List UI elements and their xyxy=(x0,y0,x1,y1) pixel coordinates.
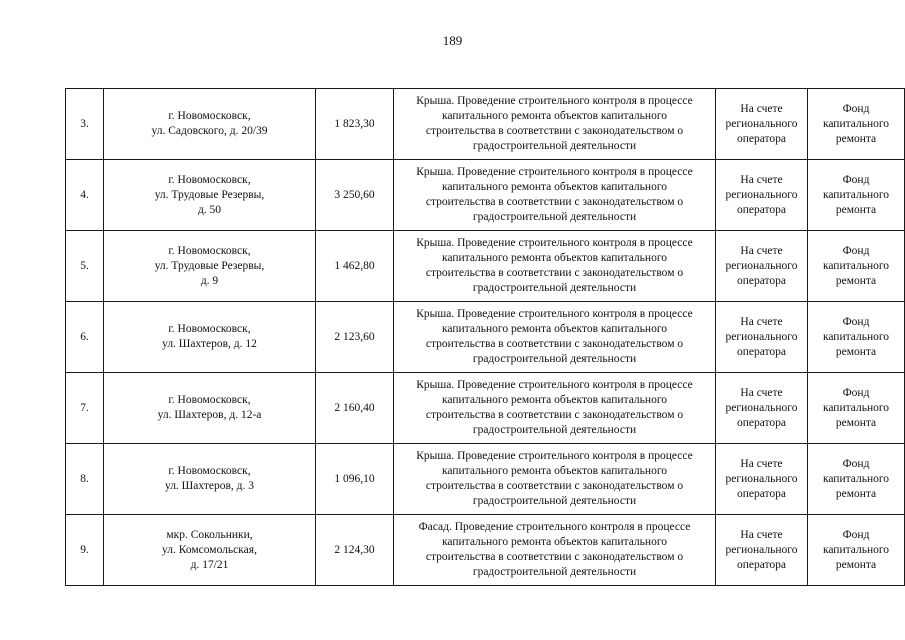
funding-source-line: ремонта xyxy=(835,416,877,429)
address-line: г. Новомосковск, xyxy=(168,394,251,406)
work-description-line: строительства в соответствии с законодательством о xyxy=(425,338,684,350)
address-line: г. Новомосковск, xyxy=(168,323,251,335)
funding-source-line: ремонта xyxy=(835,558,877,571)
address-line: д. 50 xyxy=(197,203,222,216)
executor-line: На счете xyxy=(740,315,783,328)
address-line: г. Новомосковск, xyxy=(168,244,251,257)
address-line: ул. Садовского, д. 20/39 xyxy=(151,125,268,137)
address-line: д. 9 xyxy=(200,274,219,287)
work-description-line: капитального ремонта объектов капитального xyxy=(441,323,667,335)
funding-source-line: Фонд xyxy=(842,244,870,257)
work-description-line: капитального ремонта объектов капитального xyxy=(441,465,667,477)
row-number-cell: 4. xyxy=(66,160,104,231)
work-description-line: строительства в соответствии с законодательством о xyxy=(425,480,684,492)
work-description-line: Крыша. Проведение строительного контроля в процессе xyxy=(416,95,693,107)
address-line: г. Новомосковск, xyxy=(168,110,251,122)
address-cell xyxy=(104,160,316,231)
work-description-line: Крыша. Проведение строительного контроля в процессе xyxy=(416,308,693,320)
funding-source-cell xyxy=(808,160,905,231)
work-description-cell xyxy=(394,160,716,231)
address-line: д. 17/21 xyxy=(190,558,229,571)
work-description-line: градостроительной деятельности xyxy=(472,211,637,223)
area-cell: 2 160,40 xyxy=(316,373,394,444)
page-number: 189 xyxy=(442,33,463,48)
funding-source-line: капитального xyxy=(822,259,890,272)
table-row xyxy=(66,231,905,302)
work-description-line: градостроительной деятельности xyxy=(472,424,637,436)
works-table xyxy=(65,88,905,586)
funding-source-line: капитального xyxy=(822,188,890,201)
address-line: ул. Шахтеров, д. 12 xyxy=(162,338,257,350)
work-description-line: градостроительной деятельности xyxy=(472,495,637,507)
work-description-line: Крыша. Проведение строительного контроля в процессе xyxy=(416,237,693,249)
funding-source-line: Фонд xyxy=(842,173,870,186)
work-description-line: капитального ремонта объектов капитального xyxy=(441,110,667,122)
table-row xyxy=(66,373,905,444)
table-row xyxy=(66,515,905,586)
table-row xyxy=(66,302,905,373)
executor-line: регионального xyxy=(725,401,798,414)
funding-source-cell xyxy=(808,515,905,586)
row-number-cell: 9. xyxy=(66,515,104,586)
executor-line: На счете xyxy=(740,244,783,257)
funding-source-line: ремонта xyxy=(835,274,877,287)
work-description-line: строительства в соответствии с законодательством о xyxy=(425,551,684,563)
table-row xyxy=(66,444,905,515)
row-number-cell: 8. xyxy=(66,444,104,515)
address-line: мкр. Сокольники, xyxy=(166,528,253,541)
address-cell xyxy=(104,444,316,515)
area-cell: 1 823,30 xyxy=(316,89,394,160)
executor-line: регионального xyxy=(725,543,798,556)
executor-cell xyxy=(716,515,808,586)
address-cell xyxy=(104,231,316,302)
executor-line: На счете xyxy=(740,173,783,186)
funding-source-cell xyxy=(808,444,905,515)
row-number-cell: 3. xyxy=(66,89,104,160)
funding-source-line: ремонта xyxy=(835,487,877,500)
executor-line: регионального xyxy=(725,472,798,485)
work-description-cell xyxy=(394,515,716,586)
work-description-line: капитального ремонта объектов капитального xyxy=(441,394,667,406)
executor-line: оператора xyxy=(736,132,787,145)
address-cell xyxy=(104,373,316,444)
area-cell: 3 250,60 xyxy=(316,160,394,231)
address-line: г. Новомосковск, xyxy=(168,465,251,477)
address-line: г. Новомосковск, xyxy=(168,173,251,186)
row-number-cell: 5. xyxy=(66,231,104,302)
executor-line: На счете xyxy=(740,102,783,115)
executor-line: оператора xyxy=(736,487,787,500)
work-description-line: капитального ремонта объектов капитального xyxy=(441,252,667,264)
address-cell xyxy=(104,515,316,586)
executor-cell xyxy=(716,231,808,302)
address-line: ул. Шахтеров, д. 3 xyxy=(164,480,255,492)
funding-source-line: капитального xyxy=(822,401,890,414)
funding-source-line: Фонд xyxy=(842,528,870,541)
executor-cell xyxy=(716,89,808,160)
work-description-line: градостроительной деятельности xyxy=(472,566,637,578)
work-description-line: строительства в соответствии с законодательством о xyxy=(425,409,684,421)
executor-line: регионального xyxy=(725,330,798,343)
work-description-line: капитального ремонта объектов капитального xyxy=(441,181,667,193)
work-description-line: градостроительной деятельности xyxy=(472,282,637,294)
work-description-line: Крыша. Проведение строительного контроля в процессе xyxy=(416,166,693,178)
area-cell: 1 462,80 xyxy=(316,231,394,302)
area-cell: 2 124,30 xyxy=(316,515,394,586)
work-description-line: капитального ремонта объектов капитального xyxy=(441,536,667,548)
funding-source-line: капитального xyxy=(822,117,890,130)
table-row xyxy=(66,89,905,160)
address-line: ул. Шахтеров, д. 12-а xyxy=(157,409,262,421)
work-description-line: строительства в соответствии с законодательством о xyxy=(425,196,684,208)
address-line: ул. Трудовые Резервы, xyxy=(154,188,265,201)
table-row xyxy=(66,160,905,231)
address-line: ул. Комсомольская, xyxy=(162,543,257,556)
funding-source-line: капитального xyxy=(822,330,890,343)
work-description-cell xyxy=(394,231,716,302)
executor-line: На счете xyxy=(740,457,783,470)
funding-source-line: Фонд xyxy=(842,386,870,399)
address-cell xyxy=(104,302,316,373)
area-cell: 1 096,10 xyxy=(316,444,394,515)
work-description-cell xyxy=(394,89,716,160)
executor-cell xyxy=(716,160,808,231)
funding-source-line: Фонд xyxy=(842,315,870,328)
work-description-line: строительства в соответствии с законодательством о xyxy=(425,267,684,279)
executor-line: регионального xyxy=(725,259,798,272)
funding-source-line: Фонд xyxy=(842,102,870,115)
executor-cell xyxy=(716,373,808,444)
executor-cell xyxy=(716,444,808,515)
row-number-cell: 6. xyxy=(66,302,104,373)
address-line: ул. Трудовые Резервы, xyxy=(154,259,265,272)
work-description-cell xyxy=(394,444,716,515)
works-table-body xyxy=(66,89,905,586)
funding-source-line: ремонта xyxy=(835,203,877,216)
work-description-line: Крыша. Проведение строительного контроля в процессе xyxy=(416,379,693,391)
work-description-line: строительства в соответствии с законодательством о xyxy=(425,125,684,137)
address-cell xyxy=(104,89,316,160)
funding-source-line: капитального xyxy=(822,543,890,556)
funding-source-cell xyxy=(808,373,905,444)
executor-line: оператора xyxy=(736,416,787,429)
funding-source-line: ремонта xyxy=(835,132,877,145)
work-description-line: градостроительной деятельности xyxy=(472,140,637,152)
work-description-cell xyxy=(394,302,716,373)
executor-line: регионального xyxy=(725,188,798,201)
executor-line: оператора xyxy=(736,203,787,216)
work-description-line: Крыша. Проведение строительного контроля в процессе xyxy=(416,450,693,462)
work-description-line: Фасад. Проведение строительного контроля в процессе xyxy=(418,521,691,533)
executor-line: На счете xyxy=(740,528,783,541)
row-number-cell: 7. xyxy=(66,373,104,444)
work-description-line: градостроительной деятельности xyxy=(472,353,637,365)
funding-source-cell xyxy=(808,231,905,302)
executor-line: оператора xyxy=(736,345,787,358)
executor-line: На счете xyxy=(740,386,783,399)
area-cell: 2 123,60 xyxy=(316,302,394,373)
funding-source-cell xyxy=(808,89,905,160)
executor-line: оператора xyxy=(736,274,787,287)
executor-line: регионального xyxy=(725,117,798,130)
work-description-cell xyxy=(394,373,716,444)
funding-source-cell xyxy=(808,302,905,373)
funding-source-line: ремонта xyxy=(835,345,877,358)
funding-source-line: Фонд xyxy=(842,457,870,470)
executor-line: оператора xyxy=(736,558,787,571)
funding-source-line: капитального xyxy=(822,472,890,485)
executor-cell xyxy=(716,302,808,373)
